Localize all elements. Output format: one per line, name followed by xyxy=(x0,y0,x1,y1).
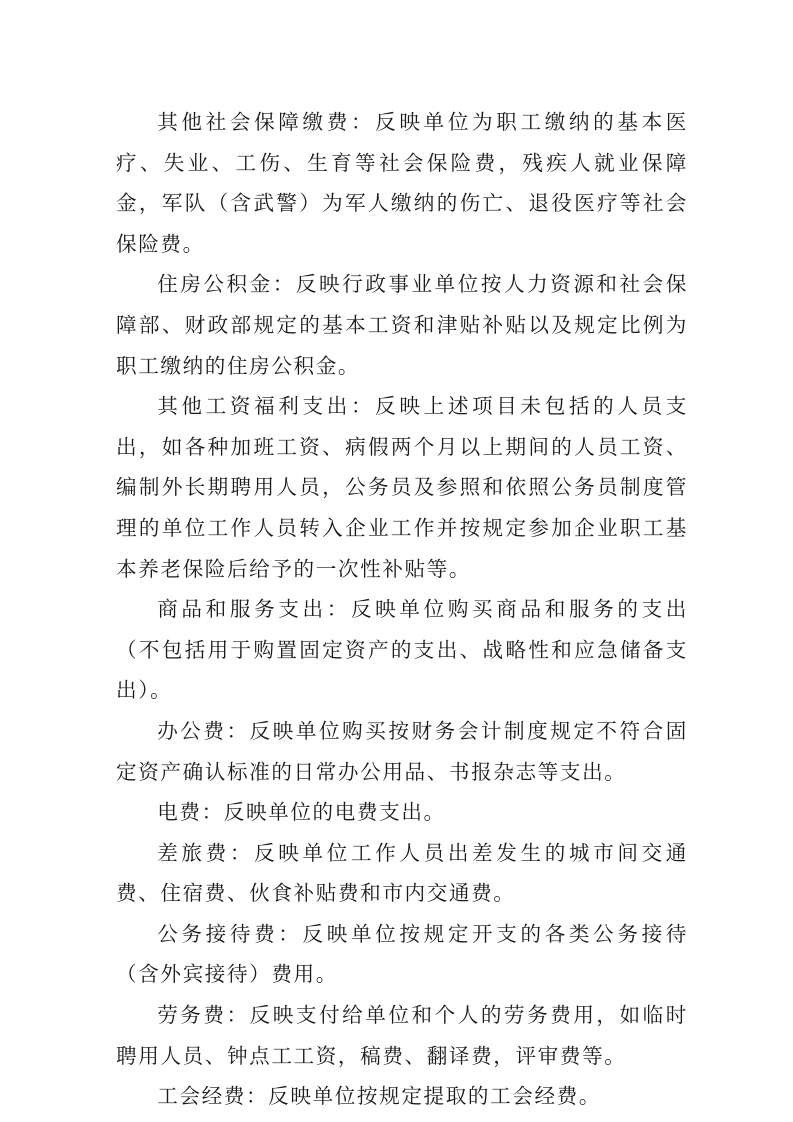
paragraph-labor-expense: 劳务费：反映支付给单位和个人的劳务费用，如临时聘用人员、钟点工工资，稿费、翻译费，评审费等。 xyxy=(116,1003,688,1068)
document-body xyxy=(116,102,688,1117)
paragraph-electricity: 电费：反映单位的电费支出。 xyxy=(157,800,446,825)
paragraph-other-social-security: 其他社会保障缴费：反映单位为职工缴纳的基本医疗、失业、工伤、生育等社会保险费，残疾人就业保障金，军队（含武警）为军人缴纳的伤亡、退役医疗等社会保险费。 xyxy=(116,110,688,256)
paragraph-travel-expense: 差旅费：反映单位工作人员出差发生的城市间交通费、住宿费、伙食补贴费和市内交通费。 xyxy=(116,840,688,906)
paragraph-housing-fund: 住房公积金：反映行政事业单位按人力资源和社会保障部、财政部规定的基本工资和津贴补贴以及规定比例为职工缴纳的住房公积金。 xyxy=(116,272,688,378)
paragraph-office-expense: 办公费：反映单位购买按财务会计制度规定不符合固定资产确认标准的日常办公用品、书报杂志等支出。 xyxy=(116,718,688,784)
paragraph-reception-expense: 公务接待费：反映单位按规定开支的各类公务接待（含外宾接待）费用。 xyxy=(116,921,688,987)
paragraph-goods-services: 商品和服务支出：反映单位购买商品和服务的支出（不包括用于购置固定资产的支出、战略性和应急储备支出）。 xyxy=(116,597,688,703)
paragraph-other-wage-welfare: 其他工资福利支出：反映上述项目未包括的人员支出，如各种加班工资、病假两个月以上期间的人员工资、编制外长期聘用人员，公务员及参照和依照公务员制度管理的单位工作人员转入企业工作并按规定参加企业职工基本养老保险后给予的一次性补贴等。 xyxy=(116,394,688,581)
paragraph-union-funds: 工会经费：反映单位按规定提取的工会经费。 xyxy=(157,1084,602,1109)
